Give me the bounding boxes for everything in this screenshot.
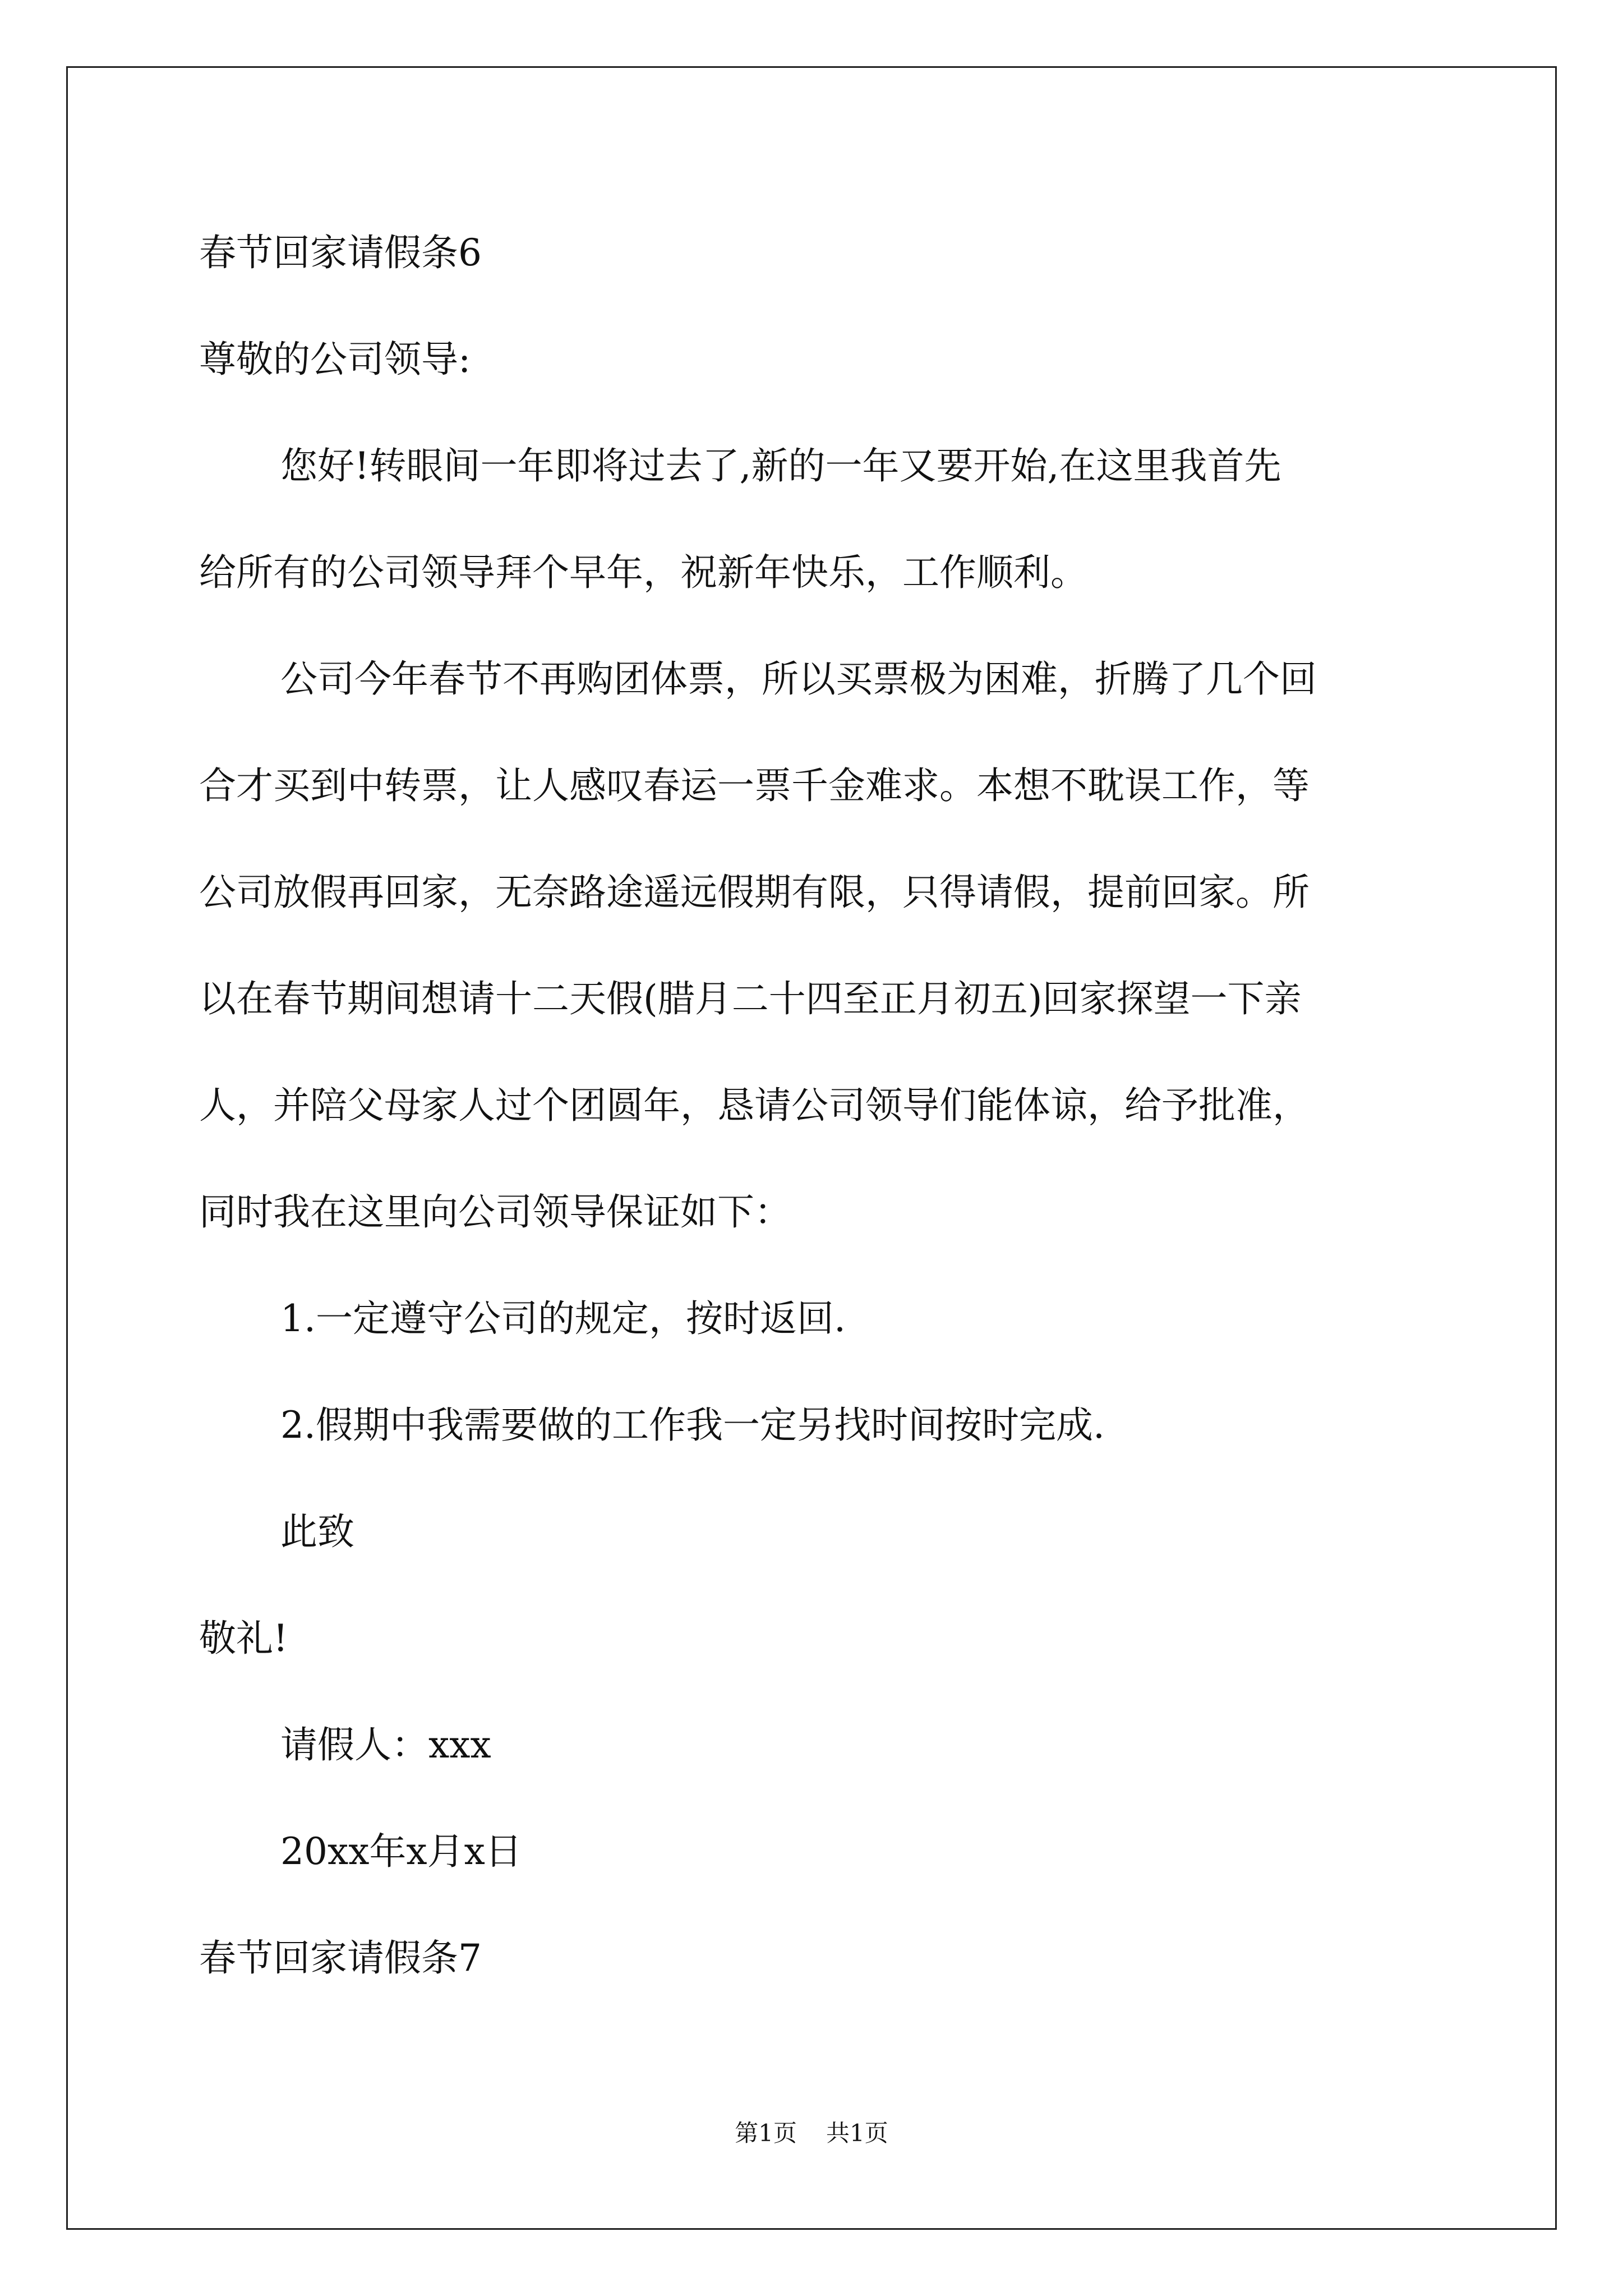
paragraph-line: 公司放假再回家，无奈路途遥远假期有限，只得请假，提前回家。所 — [199, 871, 1310, 914]
closing-salute: 敬礼! — [199, 1617, 288, 1660]
paragraph-line: 合才买到中转票，让人感叹春运一票千金难求。本想不耽误工作，等 — [199, 764, 1310, 807]
paragraph-line: 人，并陪父母家人过个团圆年，恳请公司领导们能体谅，给予批准， — [199, 1084, 1310, 1127]
page-footer — [0, 2119, 1623, 2147]
salutation: 尊敬的公司领导: — [199, 338, 471, 381]
section-heading: 春节回家请假条6 — [199, 231, 482, 274]
page-border — [66, 66, 1557, 2230]
paragraph-line: 给所有的公司领导拜个早年，祝新年快乐，工作顺利。 — [199, 551, 1087, 594]
section-heading: 春节回家请假条7 — [199, 1936, 482, 1980]
paragraph-line: 以在春节期间想请十二天假(腊月二十四至正月初五)回家探望一下亲 — [199, 977, 1302, 1020]
page-number: 第1页 — [735, 2119, 797, 2147]
applicant-signature: 请假人：xxx — [280, 1723, 491, 1766]
paragraph-line: 您好!转眼间一年即将过去了,新的一年又要开始,在这里我首先 — [280, 444, 1281, 487]
list-item: 1.一定遵守公司的规定，按时返回. — [280, 1297, 846, 1340]
letter-date: 20xx年x月x日 — [280, 1830, 522, 1873]
paragraph-line: 公司今年春节不再购团体票，所以买票极为困难，折腾了几个回 — [280, 657, 1317, 701]
closing-phrase: 此致 — [280, 1510, 354, 1553]
page-total: 共1页 — [826, 2119, 888, 2147]
paragraph-line: 同时我在这里向公司领导保证如下： — [199, 1190, 791, 1234]
list-item: 2.假期中我需要做的工作我一定另找时间按时完成. — [280, 1404, 1105, 1447]
